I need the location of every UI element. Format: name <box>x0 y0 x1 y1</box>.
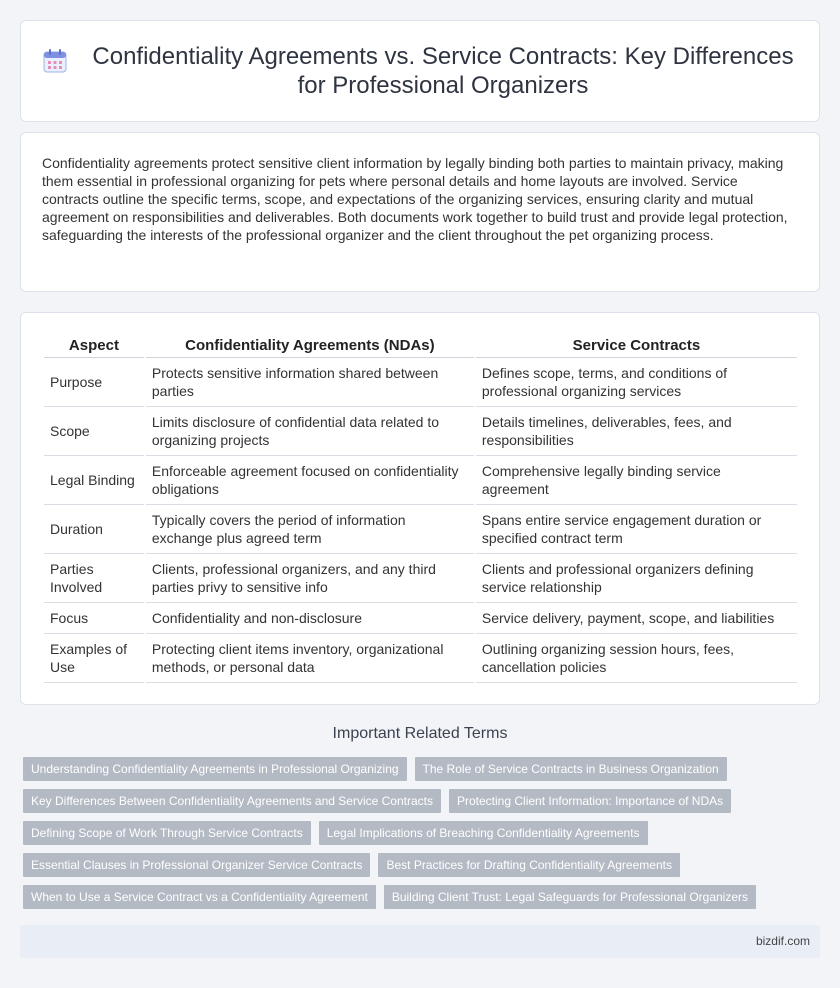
related-term-tag[interactable]: Essential Clauses in Professional Organizer Service Contracts <box>23 853 370 877</box>
related-term-tag[interactable]: Key Differences Between Confidentiality Agreements and Service Contracts <box>23 789 441 813</box>
related-terms-list <box>23 757 823 917</box>
footer-brand-link[interactable]: bizdif.com <box>755 934 810 948</box>
table-header-row <box>44 334 797 358</box>
related-term-tag[interactable]: Protecting Client Information: Importance of NDAs <box>449 789 731 813</box>
column-header-aspect: Aspect <box>44 334 144 358</box>
related-term-tag[interactable]: Understanding Confidentiality Agreements in Professional Organizing <box>23 757 407 781</box>
table-cell-aspect: Parties Involved <box>44 554 144 603</box>
table-row <box>44 554 797 603</box>
table-cell-service: Outlining organizing session hours, fees, cancellation policies <box>476 634 797 683</box>
table-cell-aspect: Legal Binding <box>44 456 144 505</box>
comparison-table <box>42 334 799 683</box>
tag-row <box>23 853 823 877</box>
table-cell-aspect: Scope <box>44 407 144 456</box>
table-row <box>44 358 797 407</box>
table-cell-aspect: Focus <box>44 603 144 634</box>
related-term-tag[interactable]: The Role of Service Contracts in Business Organization <box>415 757 727 781</box>
related-terms-heading: Important Related Terms <box>332 725 508 742</box>
table-cell-nda: Typically covers the period of information exchange plus agreed term <box>146 505 474 554</box>
column-header-ndas: Confidentiality Agreements (NDAs) <box>146 334 474 358</box>
related-term-tag[interactable]: Building Client Trust: Legal Safeguards for Professional Organizers <box>384 885 756 909</box>
table-cell-service: Spans entire service engagement duration or specified contract term <box>476 505 797 554</box>
tag-row <box>23 757 823 781</box>
table-row <box>44 505 797 554</box>
comparison-table-card <box>20 312 820 705</box>
table-cell-service: Comprehensive legally binding service agreement <box>476 456 797 505</box>
related-term-tag[interactable]: Defining Scope of Work Through Service Contracts <box>23 821 311 845</box>
table-cell-nda: Limits disclosure of confidential data related to organizing projects <box>146 407 474 456</box>
table-cell-service: Clients and professional organizers defining service relationship <box>476 554 797 603</box>
table-cell-aspect: Examples of Use <box>44 634 144 683</box>
table-row <box>44 407 797 456</box>
table-row <box>44 634 797 683</box>
table-cell-aspect: Duration <box>44 505 144 554</box>
page-title: Confidentiality Agreements vs. Service Contracts: Key Differences for Professional Organizers <box>92 43 794 99</box>
related-term-tag[interactable]: When to Use a Service Contract vs a Confidentiality Agreement <box>23 885 376 909</box>
tag-row <box>23 885 823 909</box>
table-cell-service: Defines scope, terms, and conditions of professional organizing services <box>476 358 797 407</box>
table-cell-nda: Enforceable agreement focused on confidentiality obligations <box>146 456 474 505</box>
intro-card <box>20 132 820 292</box>
intro-paragraph: Confidentiality agreements protect sensitive client information by legally binding both parties to maintain privacy, making them essential in professional organizing for pets where personal details and home layouts are involved. Service contracts outline the specific terms, scope, and expectations of the organizing services, ensuring clarity and mutual agreement on responsibilities and deliverables. Both documents work together to build trust and provide legal protection, safeguarding the interests of the professional organizer and the client throughout the pet organizing process. <box>42 155 788 243</box>
related-term-tag[interactable]: Legal Implications of Breaching Confidentiality Agreements <box>319 821 648 845</box>
column-header-service-contracts: Service Contracts <box>476 334 797 358</box>
related-term-tag[interactable]: Best Practices for Drafting Confidentiality Agreements <box>378 853 679 877</box>
header-card <box>20 20 820 122</box>
table-cell-service: Service delivery, payment, scope, and liabilities <box>476 603 797 634</box>
table-cell-nda: Confidentiality and non-disclosure <box>146 603 474 634</box>
tag-row <box>23 821 823 845</box>
calendar-icon <box>42 48 68 74</box>
table-cell-service: Details timelines, deliverables, fees, and responsibilities <box>476 407 797 456</box>
table-row <box>44 603 797 634</box>
table-cell-nda: Clients, professional organizers, and any third parties privy to sensitive info <box>146 554 474 603</box>
table-cell-aspect: Purpose <box>44 358 144 407</box>
table-row <box>44 456 797 505</box>
table-cell-nda: Protects sensitive information shared between parties <box>146 358 474 407</box>
tag-row <box>23 789 823 813</box>
table-cell-nda: Protecting client items inventory, organizational methods, or personal data <box>146 634 474 683</box>
footer <box>20 925 820 958</box>
